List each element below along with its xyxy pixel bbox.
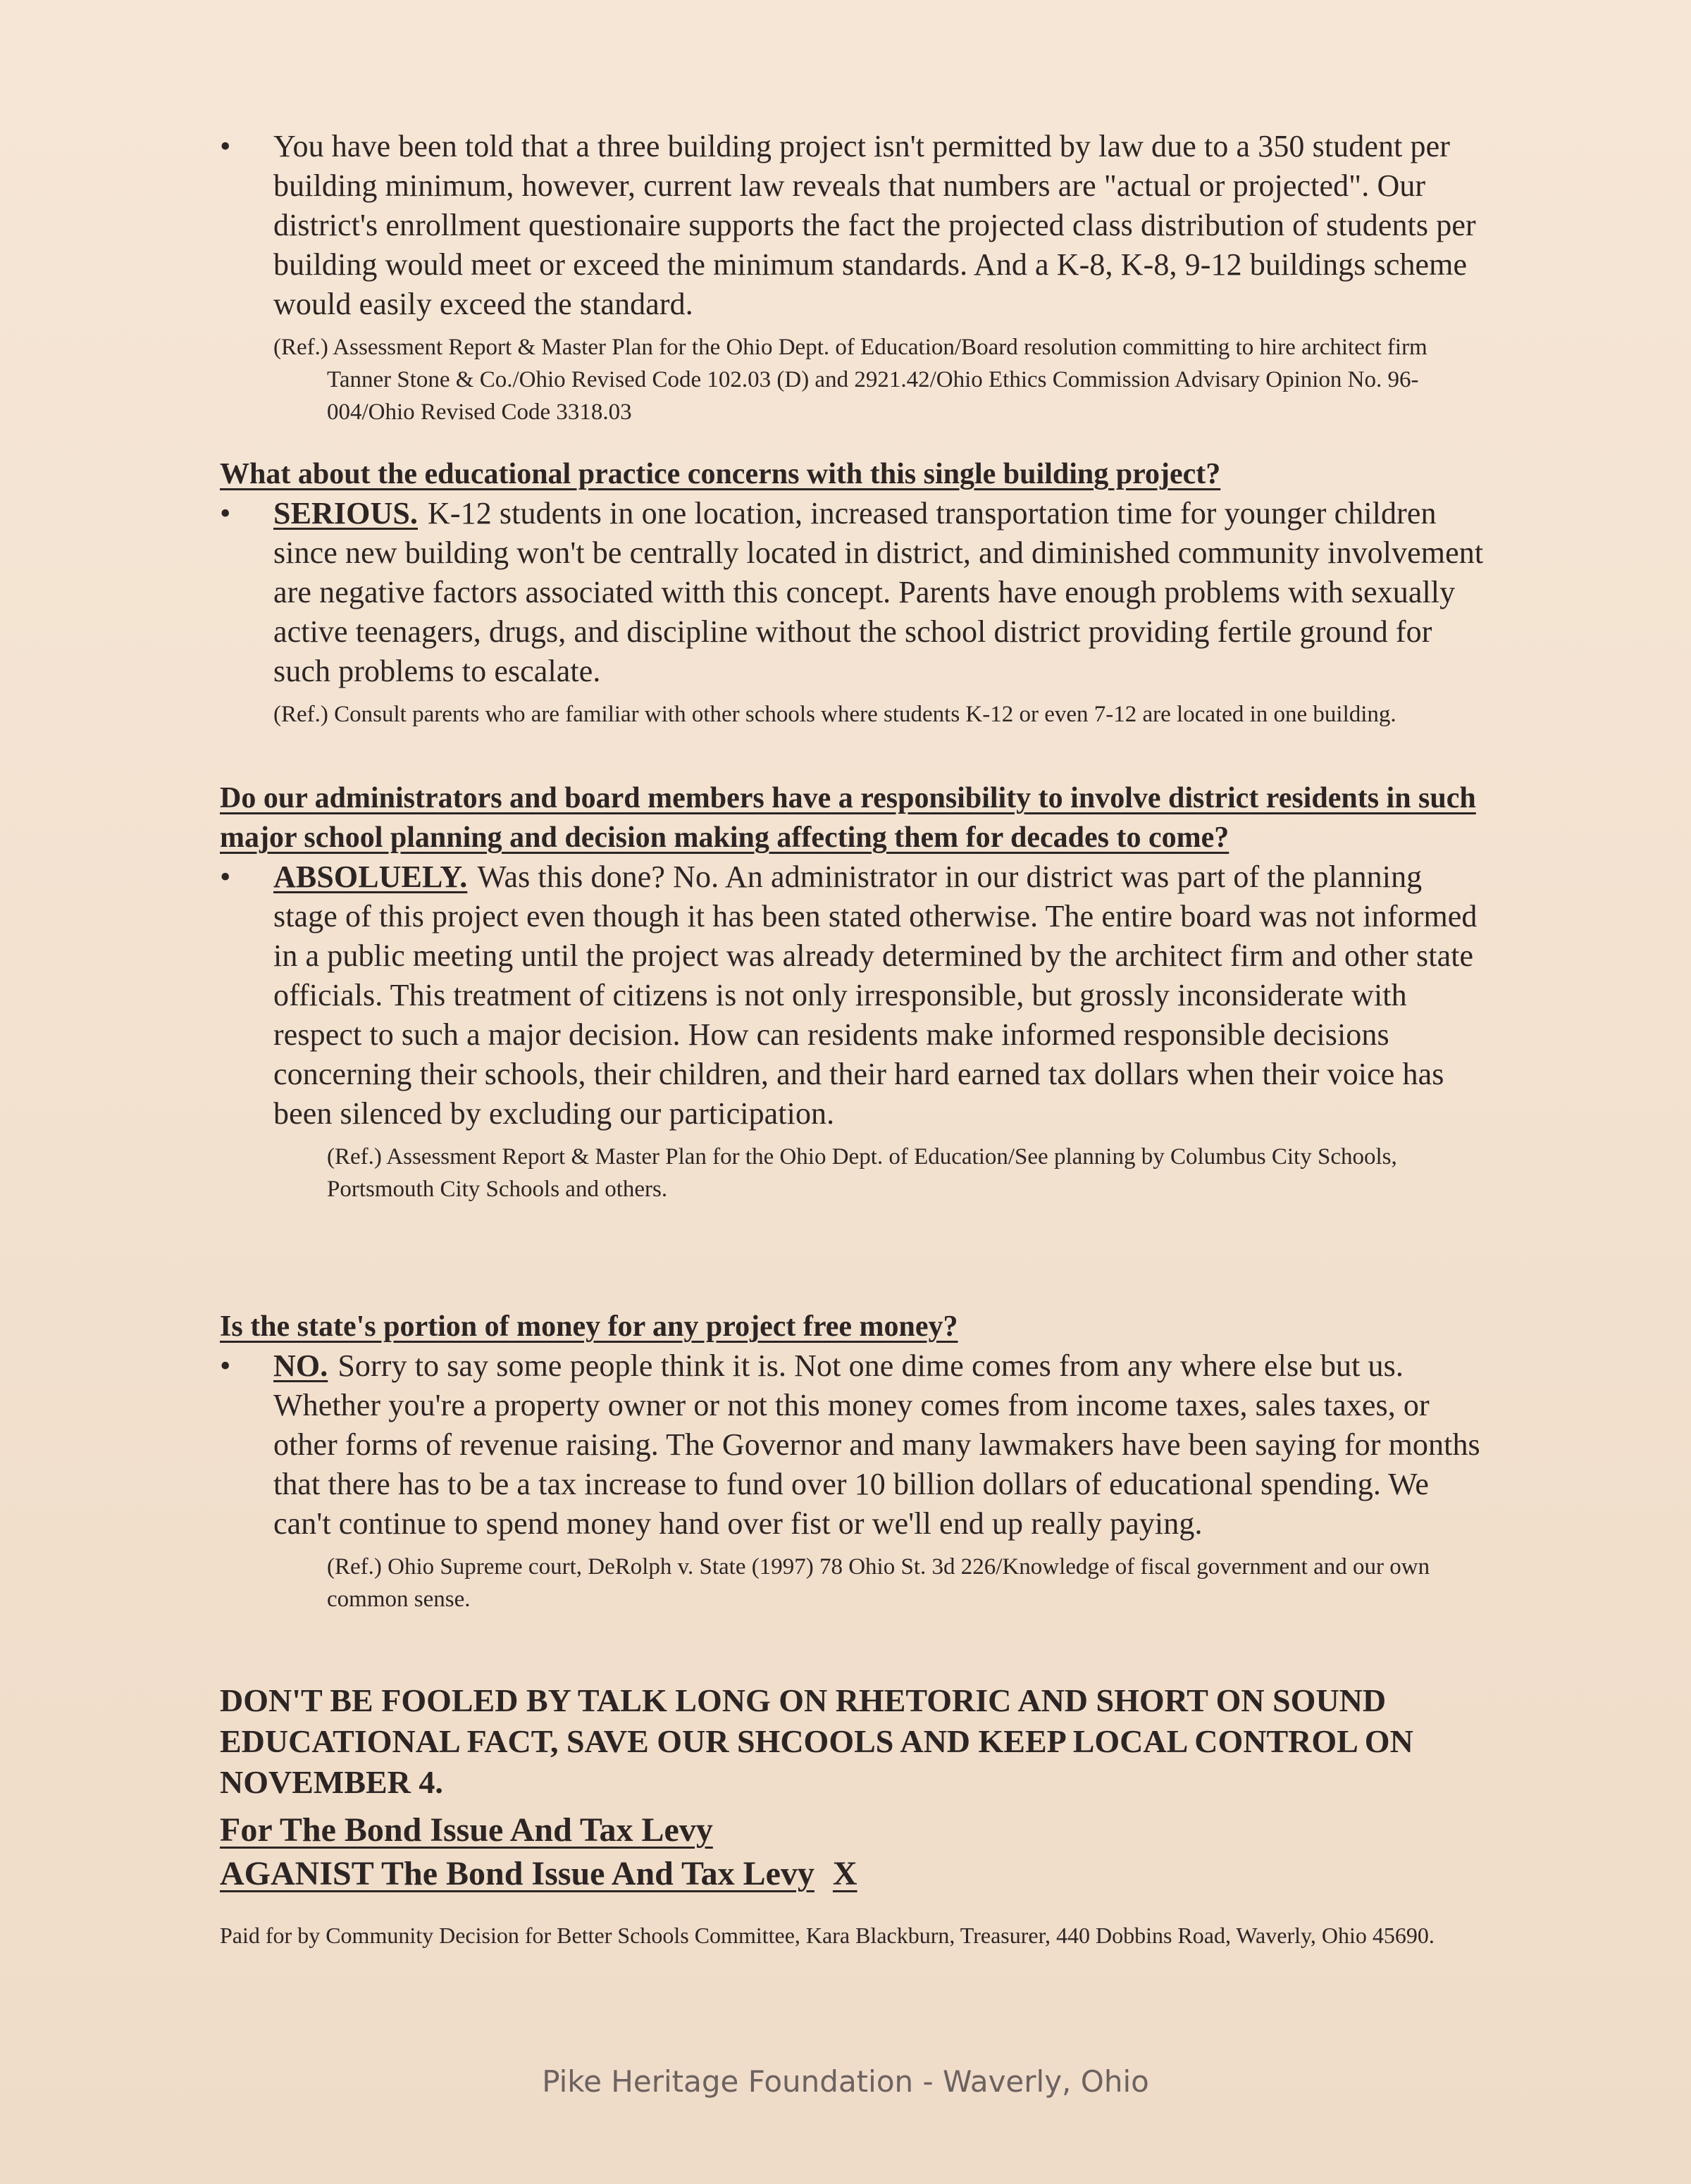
bullet-text: Sorry to say some people think it is. Not one dime comes from any where else but us. Whether you're a property owner or not this money comes from income taxes, sales taxes, or other forms of revenue raising. The Governor and many lawmakers have been saying for months that there has to be a tax increase to fund over 10 billion dollars of educational spending. We can't continue to spend money hand over fist or we'll end up really paying. — [273, 1348, 1480, 1541]
bullet-item — [220, 494, 1488, 731]
bullet-marker: • — [220, 860, 231, 894]
vote-for-line: For The Bond Issue And Tax Levy — [220, 1811, 713, 1849]
bullet-text: Was this done? No. An administrator in our district was part of the planning stage of this project even though it has been stated otherwise. The entire board was not informed in a public meeting until the project was already determined by the architect firm and other state officials. This treatment of citizens is not only irresponsible, but grossly inconsiderate with respect to such a major decision. How can residents make informed responsible decisions concerning their schools, their children, and their hard earned tax dollars when their voice has been silenced by excluding our participation. — [273, 860, 1478, 1131]
vote-against-line — [220, 1852, 1488, 1896]
closing-statement: DON'T BE FOOLED BY TALK LONG ON RHETORIC AND SHORT ON SOUND EDUCATIONAL FACT, SAVE OUR SHCOOLS AND KEEP LOCAL CONTROL ON NOVEMBER 4. — [220, 1682, 1413, 1800]
reference-note: (Ref.) Assessment Report & Master Plan for the Ohio Dept. of Education/See planning by Columbus City Schools, Portsmouth City Schools and others. — [327, 1144, 1397, 1202]
bullet-body — [273, 857, 1488, 1134]
bullet-text: K-12 students in one location, increased transportation time for younger children since new building won't be centrally located in district, and diminished community involvement are negative factors associated witth this concept. Parents have enough problems with sexually active teenagers, drugs, and discipline without the school district providing fertile ground for such problems to escalate. — [273, 496, 1484, 688]
section-enrollment — [220, 127, 1488, 428]
bullet-item — [220, 1346, 1488, 1615]
section-educational-practice — [220, 454, 1488, 731]
bullet-marker: • — [220, 129, 231, 163]
bullet-item — [220, 127, 1488, 428]
bullet-marker: • — [220, 496, 231, 531]
reference-note: (Ref.) Assessment Report & Master Plan for the Ohio Dept. of Education/Board resolution committing to hire architect firm Tanner Stone & Co./Ohio Revised Code 102.03 (D) and 2921.42/Ohio Ethics Commission Advisary Opinion No. 96-004/Ohio Revised Code 3318.03 — [273, 335, 1427, 425]
section-heading: Is the state's portion of money for any project free money? — [220, 1310, 958, 1343]
lead-term: SERIOUS. — [273, 496, 418, 531]
bullet-marker: • — [220, 1348, 231, 1383]
section-state-money — [220, 1307, 1488, 1615]
bullet-body — [273, 494, 1488, 691]
paid-for-notice: Paid for by Community Decision for Better Schools Committee, Kara Blackburn, Treasurer, 440 Dobbins Road, Waverly, Ohio 45690. — [220, 1923, 1435, 1948]
section-heading: Do our administrators and board members have a responsibility to involve district residents in such major school planning and decision making affecting them for decades to come? — [220, 782, 1476, 854]
reference-note: (Ref.) Consult parents who are familiar with other schools where students K-12 or even 7-12 are located in one building. — [273, 702, 1396, 727]
paid-for-section — [220, 1920, 1488, 1951]
archive-watermark: Pike Heritage Foundation - Waverly, Ohio — [542, 2064, 1149, 2099]
lead-term: NO. — [273, 1348, 328, 1383]
vote-mark: X — [832, 1855, 857, 1892]
closing-section — [220, 1680, 1488, 1896]
section-heading: What about the educational practice concerns with this single building project? — [220, 458, 1221, 490]
bullet-item — [220, 857, 1488, 1205]
reference-note: (Ref.) Ohio Supreme court, DeRolph v. State (1997) 78 Ohio St. 3d 226/Knowledge of fiscal government and our own common sense. — [327, 1554, 1430, 1612]
bullet-body: You have been told that a three building project isn't permitted by law due to a 350 student per building minimum, however, current law reveals that numbers are "actual or projected". Our district's enrollment questionaire supports the fact the projected class distribution of students per building would meet or exceed the minimum standards. And a K-8, K-8, 9-12 buildings scheme would easily exceed the standard. — [273, 129, 1476, 321]
section-responsibility — [220, 778, 1488, 1205]
lead-term: ABSOLUELY. — [273, 860, 468, 894]
vote-against-label: AGANIST The Bond Issue And Tax Levy — [220, 1855, 814, 1892]
bullet-body — [273, 1346, 1488, 1544]
